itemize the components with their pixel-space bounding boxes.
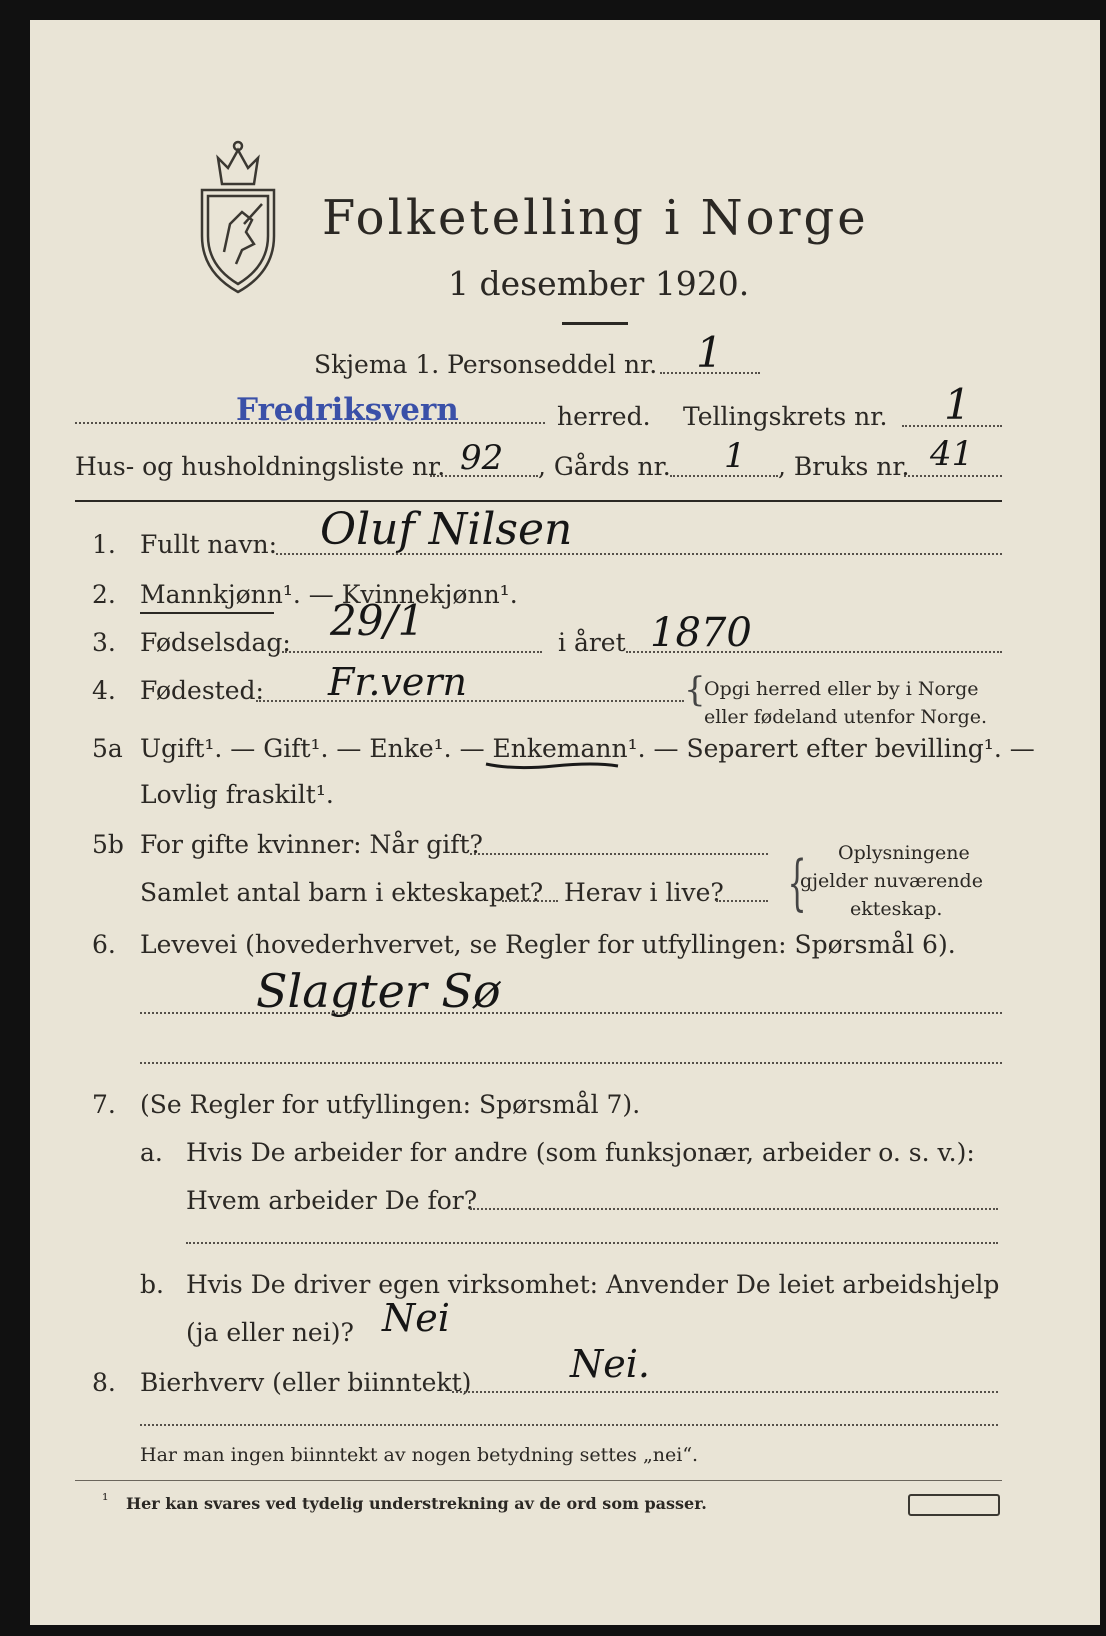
q7a-line1: Hvis De arbeider for andre (som funksjonær, arbeider o. s. v.):	[186, 1138, 975, 1167]
q1-number: 1.	[92, 530, 116, 559]
household-answer: 92	[460, 438, 504, 478]
q7-number: 7.	[92, 1090, 116, 1119]
q1-answer: Oluf Nilsen	[320, 504, 573, 555]
title-divider	[562, 322, 628, 325]
q4-label: Fødested:	[140, 676, 264, 705]
person-no-answer: 1	[696, 328, 723, 377]
q6-line1	[140, 1012, 1002, 1014]
census-form-page	[30, 20, 1100, 1625]
q5b-number: 5b	[92, 830, 124, 859]
q4-line	[256, 700, 684, 702]
printer-stamp	[908, 1494, 1000, 1516]
q5b-note-line2: gjelder nuværende	[800, 870, 983, 892]
q5a-underline-enkemann	[484, 758, 620, 772]
tellingskrets-label: Tellingskrets nr.	[683, 402, 888, 431]
q4-number: 4.	[92, 676, 116, 705]
q3-number: 3.	[92, 628, 116, 657]
bruks-label: , Bruks nr.	[778, 452, 910, 481]
q4-note-brace: {	[684, 670, 706, 710]
q1-label: Fullt navn:	[140, 530, 278, 559]
schema-label: Skjema 1. Personseddel nr.	[314, 350, 658, 379]
q4-note-line1: Opgi herred eller by i Norge	[704, 678, 979, 700]
footnote-text: Her kan svares ved tydelig understrekning av de ord som passer.	[126, 1494, 707, 1513]
bruks-answer: 41	[930, 434, 974, 474]
q5b-note-line3: ekteskap.	[850, 898, 943, 920]
header-divider	[75, 500, 1002, 502]
q3-day-answer: 29/1	[330, 596, 425, 645]
q3-label: Fødselsdag:	[140, 628, 291, 657]
q8-line-extra	[140, 1424, 998, 1426]
q3-year-answer: 1870	[650, 610, 752, 656]
household-label: Hus- og husholdningsliste nr.	[75, 452, 446, 481]
q3-year-label: i året	[558, 628, 626, 657]
q5b-line1: For gifte kvinner: Når gift?	[140, 830, 483, 859]
q5b-children-line	[502, 900, 558, 902]
q2-underline-mannkjonn	[140, 612, 274, 614]
coat-of-arms-icon	[192, 140, 284, 298]
tellingskrets-answer: 1	[944, 380, 971, 429]
q6-line2	[140, 1062, 1002, 1064]
q8-number: 8.	[92, 1368, 116, 1397]
bruks-line	[904, 475, 1002, 477]
q7b-line1: Hvis De driver egen virksomhet: Anvender De leiet arbeidshjelp	[186, 1270, 1000, 1299]
q5a-line2: Lovlig fraskilt¹.	[140, 780, 334, 809]
q8-answer: Nei.	[570, 1342, 650, 1386]
q7-label: (Se Regler for utfyllingen: Spørsmål 7).	[140, 1090, 641, 1119]
q5b-when-line	[470, 853, 768, 855]
footnote-divider	[75, 1480, 1002, 1481]
q2-number: 2.	[92, 580, 116, 609]
q6-answer: Slagter Sø	[256, 964, 501, 1018]
q7a-letter: a.	[140, 1138, 163, 1167]
q7b-line2: (ja eller nei)?	[186, 1318, 354, 1347]
q5b-note-line1: Oplysningene	[838, 842, 970, 864]
income-note: Har man ingen biinntekt av nogen betydning settes „nei“.	[140, 1444, 699, 1466]
q6-number: 6.	[92, 930, 116, 959]
q5a-line1: Ugift¹. — Gift¹. — Enke¹. — Enkemann¹. — Separert efter bevilling¹. —	[140, 734, 1035, 763]
gards-answer: 1	[724, 436, 746, 476]
q7b-letter: b.	[140, 1270, 164, 1299]
herred-label: herred.	[557, 402, 651, 431]
q4-note-line2: eller fødeland utenfor Norge.	[704, 706, 988, 728]
municipality-stamp: Fredriksvern	[236, 392, 459, 428]
q7a-line2: Hvem arbeider De for?	[186, 1186, 478, 1215]
footnote-mark: ¹	[102, 1490, 109, 1509]
q7a-line-extra	[186, 1242, 998, 1244]
q8-line	[452, 1391, 998, 1393]
q5a-number: 5a	[92, 734, 123, 763]
gards-label: , Gårds nr.	[538, 452, 671, 481]
q2-text: Mannkjønn¹. — Kvinnekjønn¹.	[140, 580, 518, 609]
q5b-line2a: Samlet antal barn i ekteskapet?	[140, 878, 544, 907]
form-title: Folketelling i Norge	[322, 190, 869, 246]
q3-day-line	[282, 651, 542, 653]
q5b-line2b: Herav i live?	[564, 878, 724, 907]
q7a-line	[470, 1208, 998, 1210]
q5b-alive-line	[716, 900, 768, 902]
q8-label: Bierhverv (eller biinntekt)	[140, 1368, 472, 1397]
q5b-note-brace: {	[787, 848, 807, 918]
q4-answer: Fr.vern	[328, 660, 468, 704]
q7b-answer: Nei	[382, 1296, 450, 1340]
q6-label: Levevei (hovederhvervet, se Regler for utfyllingen: Spørsmål 6).	[140, 930, 956, 959]
census-date: 1 desember 1920.	[448, 264, 750, 303]
